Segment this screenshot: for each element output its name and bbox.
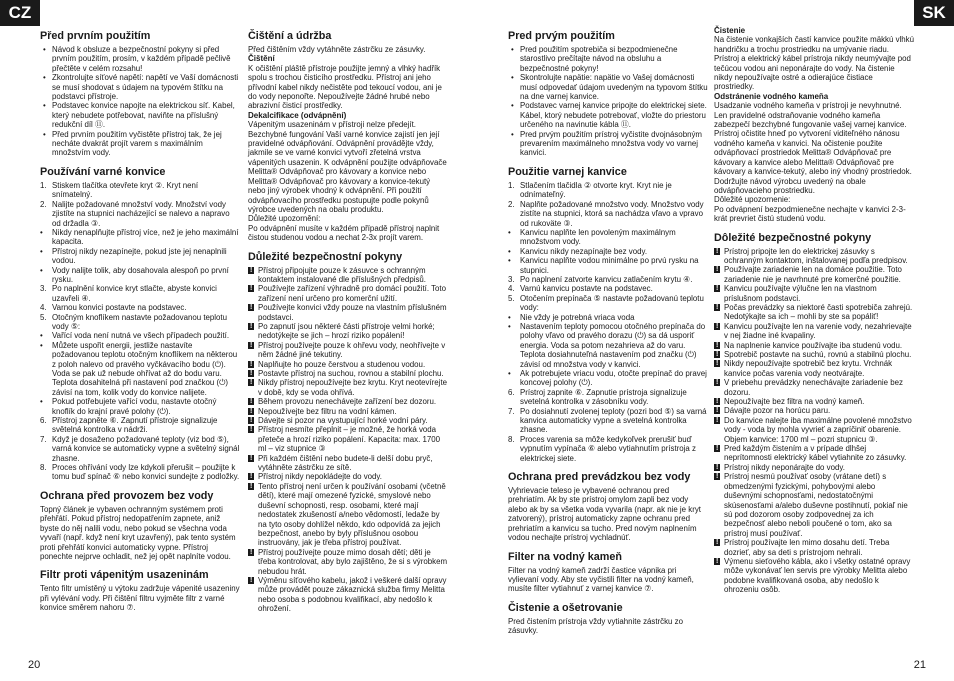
step-list (508, 181, 708, 463)
list-item (40, 228, 240, 247)
step-number: 3. (40, 284, 47, 294)
step-number: 2. (40, 199, 47, 209)
section-title: Ochrana před provozem bez vody (40, 489, 214, 502)
warning-item: Přístroj používejte pouze mimo dosah dětí; děti je třeba kontrolovat, aby bylo zajištěno, že si s výrobkem nebudou hrát. ! (248, 548, 448, 576)
step-number: 1. (40, 180, 47, 190)
list-item (508, 275, 708, 284)
step-text: Varnou konvici postavte na podstavec. (52, 303, 187, 313)
left-column-2 (248, 26, 448, 614)
page-number: 20 (28, 659, 41, 671)
step-number: • (40, 265, 43, 275)
step-text: Proces ohřívání vody lze kdykoli přerušit – použijte k tomu buď spínač ⑥ nebo konvici sundejte z podložky. (52, 463, 240, 482)
language-tab: SK (914, 0, 954, 26)
list-item (40, 303, 240, 312)
subheading: Čistenie (714, 26, 746, 35)
step-number: 7. (40, 434, 47, 444)
step-number: 8. (508, 434, 515, 444)
warning-item: Přístroj používejte pouze k ohřevu vody, neohřívejte v něm žádné jiné tekutiny. ! (248, 341, 448, 360)
list-item: • Před prvním použitím vyčistěte přístroj tak, že jej necháte dvakrát projít varem s maximálním množstvím vody. (40, 130, 240, 158)
step-number: • (40, 397, 43, 407)
warning-item: Přístroj nesmíte přeplnit – je možné, že horká voda přeteče a hrozí riziko popálení. Kapacita: max. 1700 ml – viz stupnice ③ ! (248, 425, 448, 453)
step-text: Můžete uspořit energii, jestliže nastavíte požadovanou teplotu otočným knoflíkem na některou z poloh nalevo od pravého vyčkávacího bodu (⏻). Voda se pak už nebude ohřívat až do bodu varu. Teplota dosahitelná při nastavení pod značkou (⏻) závisí na tom, kolik vody do konvice nalijete. (52, 340, 238, 397)
list-item (40, 200, 240, 228)
step-text: Naplňte požadované množstvo vody. Množstvo vody zistíte na stupnici, ktorá sa nachádza vľavo a vpravo od rukoväte ③. (520, 199, 704, 228)
step-number: 5. (40, 312, 47, 322)
step-number: 7. (508, 406, 515, 416)
step-text: Přístroj nikdy nezapínejte, pokud jste jej nenaplnili vodou. (52, 246, 227, 266)
list-item (40, 397, 240, 416)
warning-item: Dávajte pozor na horúcu paru. ! (714, 406, 914, 415)
list-item: • Podstavec konvice napojte na elektrickou síť. Kabel, který nebudete potřebovat, naviňte na příslušný redukční díl ⑪. (40, 101, 240, 129)
paragraph: Vápenitým usazeninám v přístroji nelze předejít. Bezchybné fungování Vaší varné konvice zajistí jen její pravidelné odvápňování. Odvápnění provádějte vždy, jakmile se ve varné konvici vytvoří zřetelná vrstva vápenitých usazenin. K odvápnění použijte odvápňovače Melitta® Odvápňovač pro kávovary a konvice nebo Melitta® Odvápňovač pro kávovary a konvice-tekutý nebo jiný výrobek vhodný k odvápnění. Při použití odvápňovacího prostředku postupujte podle pokynů výrobce uvedených na obalu produktu. (248, 120, 447, 214)
warning-item: Tento přístroj není určen k používání osobami (včetně dětí), které mají omezené fyzické, smyslové nebo duševní schopnosti, resp. osobami, které mají nedostatek zkušeností a/nebo vědomostí, ledaže by na tyto osoby dohlížel někdo, kdo odpovídá za jejich bezpečnost, anebo by byly příslušnou osobou instruovány, jak je třeba přístroj používat. ! (248, 482, 448, 548)
warning-item: Pred každým čistením a v prípade dlhšej neprítomnosti elektrický kábel vytiahnite zo zásuvky. ! (714, 444, 914, 463)
section-title: Před prvním použitím (40, 30, 151, 42)
list-item (508, 200, 708, 228)
paragraph: Důležité upozornění: (248, 214, 321, 224)
step-text: Kanvicu naplňte vodou minimálne po prvú rysku na stupnici. (520, 256, 699, 275)
warning-item: Nikdy přístroj nepoužívejte bez krytu. Kryt neotevírejte v době, kdy se voda ohřívá. ! (248, 378, 448, 397)
step-number: 5. (508, 293, 515, 303)
warning-item: Spotrebič postavte na suchú, rovnú a stabilnú plochu. ! (714, 350, 914, 359)
list-item (508, 407, 708, 435)
paragraph: Pred čistením prístroja vždy vytiahnite zástrčku zo zásuvky. (508, 616, 683, 636)
step-text: Stiskem tlačítka otevřete kryt ②. Kryt není snímatelný. (52, 180, 199, 200)
paragraph: Na čistenie vonkajších častí kanvice použite mäkkú vlhkú handričku a trochu prostriedku na umývanie riadu. Prístroj a elektrický kábel prístroja nikdy neumývajte pod tečúcou vodou ani neponárajte do vody. Na čistenie nikdy nepoužívajte ostré a odierajúce čistiace prostriedky. (714, 35, 914, 92)
warning-item: Na naplnenie kanvice používajte iba studenú vodu. ! (714, 341, 914, 350)
paragraph: Tento filtr umístěný u výtoku zadržuje vápenité usazeniny při vylévání vody. Při čištění filtru vyjměte filtr z varné konvice směrem nahoru ⑦. (40, 584, 240, 613)
warning-list (248, 266, 448, 614)
section-title: Ochrana pred prevádzkou bez vody (508, 471, 691, 484)
section-title: Důležité bezpečnostní pokyny (248, 250, 403, 263)
step-text: Otočením prepínača ⑤ nastavte požadovanú teplotu vody: (520, 293, 704, 313)
step-text: Kanvicu naplňte len povoleným maximálnym množstvom vody. (520, 227, 676, 247)
section-title: Pred prvým použitím (508, 30, 615, 42)
list-item (508, 369, 708, 388)
section-title: Čištění a údržba (248, 30, 332, 42)
section-title: Použitie varnej kanvice (508, 165, 627, 178)
step-number: • (508, 321, 511, 331)
language-tab: CZ (0, 0, 40, 26)
list-item (40, 247, 240, 266)
list-item (40, 181, 240, 200)
warning-item: Prístroj používajte len mimo dosahu detí. Treba dozrieť, aby sa deti s prístrojom nehrali. ! (714, 538, 914, 557)
step-text: Otočným knoflíkem nastavte požadovanou teplotu vody ⑤: (52, 312, 228, 331)
warning-item: Používejte konvici vždy pouze na vlastním příslušném podstavci. ! (248, 303, 448, 322)
paragraph: Topný článek je vybaven ochranným systémem proti přehřátí. Pokud přístroj nedopatřením zapnete, aniž byste do něj nalili vodu, nebo pokud se všechna voda vyvaří (např. když není kryt uzavřený), pak tento systém proti přehřátí konvici automaticky vypne. Přístroj ponechte nejprve ochladit, než jej opět naplníte vodou. (40, 504, 236, 561)
list-item (508, 435, 708, 463)
step-text: Vody nalijte tolik, aby dosahovala alespoň po první rysku. (52, 265, 229, 284)
warning-item: Přístroj připojujte pouze k zásuvce s ochranným kontaktem instalované dle příslušných předpisů. ! (248, 266, 448, 285)
step-text: Ak potrebujete vriacu vodu, otočte prepínač do pravej koncovej polohy (⏻). (520, 369, 707, 388)
step-number: 3. (508, 274, 515, 284)
list-item (508, 388, 708, 407)
section-title: Dôležité bezpečnostné pokyny (714, 231, 872, 244)
step-number: • (40, 340, 43, 350)
warning-list (714, 247, 914, 595)
step-number: • (40, 227, 43, 237)
step-number: • (40, 246, 43, 256)
step-text: Pokud potřebujete vařící vodu, nastavte otočný knoflík do krajní pravé polohy (⏻). (52, 397, 217, 416)
step-text: Nalijte požadované množství vody. Množství vody zjistíte na stupnici nacházející se nalevo a napravo od držadla ③. (52, 199, 230, 228)
bullet-list (40, 45, 240, 158)
list-item (508, 313, 708, 322)
warning-item: V priebehu prevádzky nenechávajte zariadenie bez dozoru. ! (714, 378, 914, 397)
left-column-1 (40, 26, 240, 613)
right-page (477, 0, 954, 681)
page-number: 21 (913, 659, 926, 671)
section-title: Filtr proti vápenitým usazeninám (40, 569, 209, 582)
step-text: Nastavením teploty pomocou otočného prepínača do polohy vľavo od pravého dorazu (⏻) sa dá usporiť energia. Voda sa potom nezahrieva až do varu. Teplota dosiahnuteľná nastavením pod značku (⏻) závisí od množstva vody v kanvici. (520, 321, 706, 369)
step-text: Proces varenia sa môže kedykoľvek prerušiť buď vypnutím vypínača ⑥ alebo vytiahnutím prístroja z elektrickej siete. (520, 434, 696, 463)
list-item (40, 463, 240, 482)
warning-item: Nepoužívajte bez filtra na vodný kameň. ! (714, 397, 914, 406)
step-number: • (40, 331, 43, 341)
step-text: Kanvicu nikdy nezapínajte bez vody. (520, 246, 648, 256)
list-item: • Zkontrolujte síťové napětí: napětí ve Vaší domácnosti se musí shodovat s údajem na typovém štítku na podstavci přístroje. (40, 73, 240, 101)
paragraph: Po odvápnení bezpodmienečne nechajte v kanvici 2-3-krát prevriet čistú studenú vodu. (714, 204, 906, 224)
step-number: 6. (508, 387, 515, 397)
paragraph: Filter na vodný kameň zadrží častice vápnika pri vylievaní vody. Aby ste vyčistili filter na vodný kameň, musíte filter vytiahnuť z varnej kanvice ⑦. (508, 565, 694, 594)
section-title: Filter na vodný kameň (508, 550, 622, 563)
step-number: 4. (508, 284, 515, 294)
warning-item: Po zapnutí jsou některé části přístroje velmi horké; nedotýkejte se jich – hrozí riziko popálení! ! (248, 322, 448, 341)
step-list (40, 181, 240, 482)
list-item (40, 435, 240, 463)
warning-item: Kanvicu používajte len na varenie vody, nezahrievajte v nej žiadne iné kvapaliny. ! (714, 322, 914, 341)
list-item (508, 322, 708, 369)
subheading: Odstránenie vodného kameňa (714, 91, 829, 101)
list-item: • Skontrolujte napätie: napätie vo Vašej domácnosti musí odpovedať údajom uvedeným na typovom štítku na dne varnej kanvice. (508, 73, 708, 101)
warning-item: Přístroj nikdy nepokládejte do vody. ! (248, 472, 448, 481)
warning-item: Počas prevádzky sa niektoré časti spotrebiča zahrejú. Nedotýkajte sa ich – mohli by ste sa popáliť! ! (714, 303, 914, 322)
list-item (508, 294, 708, 313)
subheading: Čištění (248, 54, 275, 64)
list-item (40, 331, 240, 340)
step-number: • (508, 227, 511, 237)
step-text: Nie vždy je potrebná vriaca voda (520, 312, 635, 322)
step-number: • (508, 256, 511, 266)
step-text: Po naplnění konvice kryt stlačte, abyste konvici uzavřeli ④. (52, 284, 217, 303)
step-number: • (508, 312, 511, 322)
step-text: Prístroj zapnite ⑥. Zapnutie prístroja signalizuje svetelná kontrolka v zásobníku vody. (520, 387, 687, 407)
list-item (508, 181, 708, 200)
right-column-2 (714, 26, 914, 595)
step-number: • (508, 369, 511, 378)
step-text: Vařící voda není nutná ve všech případech použití. (52, 331, 230, 341)
step-number: • (508, 246, 511, 256)
list-item: • Návod k obsluze a bezpečnostní pokyny si před prvním použitím, prosím, v každém případě pečlivě přečtěte v celém rozsahu! (40, 45, 240, 73)
list-item: • Podstavec varnej kanvice pripojte do elektrickej siete. Kábel, ktorý nebudete potrebovať, vložte do priestoru určeného na navinutie kábla ⑪. (508, 101, 708, 129)
step-text: Stlačením tlačidla ② otvorte kryt. Kryt nie je odnímateľný. (520, 180, 672, 200)
step-number: 4. (40, 303, 47, 313)
warning-item: Nepoužívejte bez filtru na vodní kámen. ! (248, 407, 448, 416)
section-title: Čistenie a ošetrovanie (508, 601, 623, 614)
warning-item: Kanvicu používajte výlučne len na vlastnom príslušnom podstavci. ! (714, 284, 914, 303)
paragraph: Před čištěním vždy vytáhněte zástrčku ze zásuvky. (248, 45, 426, 54)
list-item (40, 284, 240, 303)
paragraph: Usadzanie vodného kameňa v prístroji je nevyhnutné. Len pravidelné odstraňovanie vodného kameňa zabezpečí bezchybné fungovanie vašej varnej kanvice. Prístroj očistite hneď po vytvorení viditeľného nánosu vodného kameňa v kanvici. Na očistenie použite odvápňovací prostriedok Melitta® Odvápňovač pre kávovary a kanvice alebo Melitta® Odvápňovač pre kávovary a kanvice-tekutý, alebo iný vhodný prostriedok. Dodržujte návod výrobcu uvedený na obale odvápňovacieho prostriedku. (714, 101, 912, 195)
warning-item: Naplňujte ho pouze čerstvou a studenou vodou. ! (248, 360, 448, 369)
step-text: Přístroj zapněte ⑥. Zapnutí přístroje signalizuje světelná kontrolka v nádrži. (52, 416, 218, 435)
warning-item: Výměnu síťového kabelu, jakož i veškeré další opravy může provádět pouze zákaznická služba firmy Melitta nebo osoba s podobnou kvalifikací, aby nedošlo k ohrožení. ! (248, 576, 448, 614)
warning-item: Během provozu nenechávejte zařízení bez dozoru. ! (248, 397, 448, 406)
paragraph: Po odvápnění musíte v každém případě přístroj naplnit čistou studenou vodou a nechat 2-3x projít varem. (248, 223, 440, 243)
section-title: Používání varné konvice (40, 165, 166, 178)
step-text: Po naplnení zatvorte kanvicu zatlačením krytu ④. (520, 274, 693, 284)
step-number: 8. (40, 463, 47, 473)
right-column-1 (508, 26, 708, 636)
list-item (508, 284, 708, 293)
paragraph: Vyhrievacie teleso je vybavené ochranou pred prehriatím. Ak by ste prístroj omylom zapli bez vody alebo ak by sa všetka voda vyvarila (napr. ak nie je kryt zatvorený), prístroj automaticky zapne ochranu pred prehriatím a kanvicu sa tucho. Pred novým naplnením vodou nechajte prístroj vychladnúť. (508, 486, 701, 543)
list-item (508, 256, 708, 275)
list-item (40, 266, 240, 285)
step-number: 2. (508, 199, 515, 209)
list-item: • Pred prvým použitím prístroj vyčistite dvojnásobným prevarením maximálneho množstva vody vo varnej kanvici. (508, 130, 708, 158)
warning-item: Do kanvice nalejte iba maximálne povolené množstvo vody - voda by mohla vyvrieť a zapríčiniť obarenie. Objem kanvice: 1700 ml – pozri stupnicu ③. ! (714, 416, 914, 444)
bullet-list (508, 45, 708, 158)
warning-item: Prístroj pripojte len do elektrickej zásuvky s ochranným kontaktom, inštalovanej podľa predpisov. ! (714, 247, 914, 266)
step-text: Když je dosaženo požadované teploty (viz bod ⑤), varná konvice se automaticky vypne a světelný signál zhasne. (52, 434, 240, 463)
warning-item: Používajte zariadenie len na domáce použitie. Toto zariadenie nie je navrhnuté pre komerčné použitie. ! (714, 265, 914, 284)
warning-item: Nikdy nepoužívajte spotrebič bez krytu. Vrchnák kanvice počas varenia vody neotvárajte. ! (714, 359, 914, 378)
paragraph: K očištění pláště přístroje použijte jemný a vlhký hadřík spolu s trochou čisticího prostředku. Přístroj ani jeho přívodní kabel nikdy nečistěte pod tekoucí vodou, ani je do vody neponořte. Nepoužívejte žádné hrubé nebo abrazivní čisticí prostředky. (248, 63, 442, 111)
subheading: Dekalcifikace (odvápnění) (248, 110, 347, 120)
list-item (40, 416, 240, 435)
warning-item: Výmenu sieťového kábla, ako i všetky ostatné opravy môže vykonávať len servis pre výrobky Melitta alebo podobne kvalifikovaná osoba, aby nedošlo k ohrozeniu osôb. ! (714, 557, 914, 595)
warning-item: Používejte zařízení výhradně pro domácí použití. Toto zařízení není určeno pro komerční užití. ! (248, 284, 448, 303)
step-number: 1. (508, 180, 515, 190)
step-text: Nikdy nenaplňujte přístroj více, než je jeho maximální kapacita. (52, 227, 239, 247)
step-number: 6. (40, 416, 47, 426)
list-item: • Pred použitím spotrebiča si bezpodmienečne starostlivo prečítajte návod na obsluhu a bezpečnostné pokyny! (508, 45, 708, 73)
paragraph: Dôležité upozornenie: (714, 195, 791, 205)
step-text: Varnú kanvicu postavte na podstavec. (520, 284, 653, 294)
list-item (508, 247, 708, 256)
list-item (508, 228, 708, 247)
warning-item: Postavte přístroj na suchou, rovnou a stabilní plochu. ! (248, 369, 448, 378)
warning-item: Prístroj nikdy neponárajte do vody. ! (714, 463, 914, 472)
list-item (40, 313, 240, 332)
list-item (40, 341, 240, 397)
warning-item: Dávejte si pozor na vystupující horké vodní páry. ! (248, 416, 448, 425)
warning-item: Prístroj nesmú používať osoby (vrátane detí) s obmedzenými fyzickými, pohybovými alebo duševnými schopnosťami, nedostatočnými skúsenosťami a/alebo duševne postihnutí, pokiaľ nie sú pod dozorom osoby zodpovednej za ich bezpečnosť alebo neboli poučené o tom, ako sa prístroj musí používať. ! (714, 472, 914, 538)
step-text: Po dosiahnutí zvolenej teploty (pozri bod ⑤) sa varná kanvica automaticky vypne a svetelná kontrolka zhasne. (520, 406, 707, 435)
warning-item: Při každém čištění nebo budete-li delší dobu pryč, vytáhněte zástrčku ze sítě. ! (248, 454, 448, 473)
